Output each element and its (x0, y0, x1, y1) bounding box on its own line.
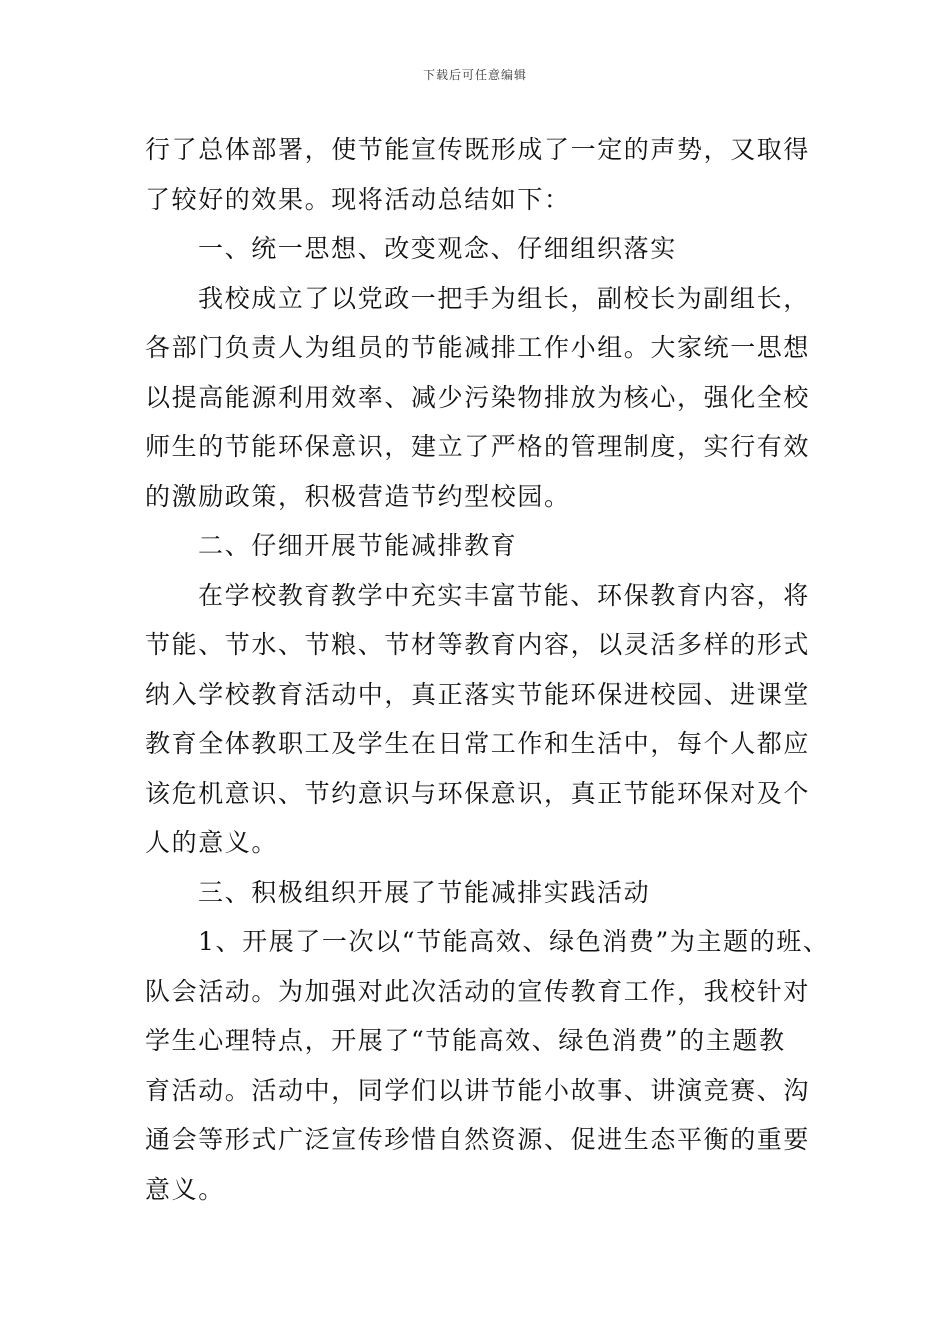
text-line: 我校成立了以党政一把手为组长，副校长为副组长， (198, 283, 810, 313)
text-line: 该危机意识、节约意识与环保意识，真正节能环保对及个 (145, 778, 811, 808)
document-body (145, 125, 830, 1214)
section-heading: 二、仔细开展节能减排教育 (198, 531, 518, 560)
text-line: 通会等形式广泛宣传珍惜自然资源、促进生态平衡的重要 (145, 1125, 811, 1154)
text-line: 以提高能源利用效率、减少污染物排放为核心，强化全校 (145, 382, 811, 412)
text-line: 了较好的效果。现将活动总结如下： (145, 184, 571, 214)
text-line: 纳入学校教育活动中，真正落实节能环保进校园、进课堂 (145, 679, 811, 709)
text-line: 节能、节水、节粮、节材等教育内容，以灵活多样的形式 (145, 630, 811, 659)
text-line: 育活动。活动中，同学们以讲节能小故事、讲演竞赛、沟 (145, 1075, 811, 1105)
text-line: 行了总体部署，使节能宣传既形成了一定的声势，又取得 (145, 135, 811, 164)
text-line: 意义。 (145, 1174, 225, 1204)
text-line: 师生的节能环保意识，建立了严格的管理制度，实行有效 (145, 432, 811, 461)
text-line: 在学校教育教学中充实丰富节能、环保教育内容，将 (198, 580, 810, 610)
text-line: 学生心理特点，开展了“节能高效、绿色消费”的主题教 (145, 1026, 786, 1055)
text-line: 1、开展了一次以“节能高效、绿色消费”为主题的班、 (198, 927, 830, 956)
text-line: 队会活动。为加强对此次活动的宣传教育工作，我校针对 (145, 976, 811, 1006)
text-line: 的激励政策，积极营造节约型校园。 (145, 481, 571, 511)
text-line: 各部门负责人为组员的节能减排工作小组。大家统一思想 (145, 333, 811, 362)
text-line: 教育全体教职工及学生在日常工作和生活中，每个人都应 (145, 729, 811, 758)
text-line: 人的意义。 (145, 828, 279, 857)
page-header-note: 下载后可任意编辑 (422, 68, 527, 82)
section-heading: 一、统一思想、改变观念、仔细组织落实 (198, 234, 677, 263)
section-heading: 三、积极组织开展了节能减排实践活动 (198, 877, 651, 907)
